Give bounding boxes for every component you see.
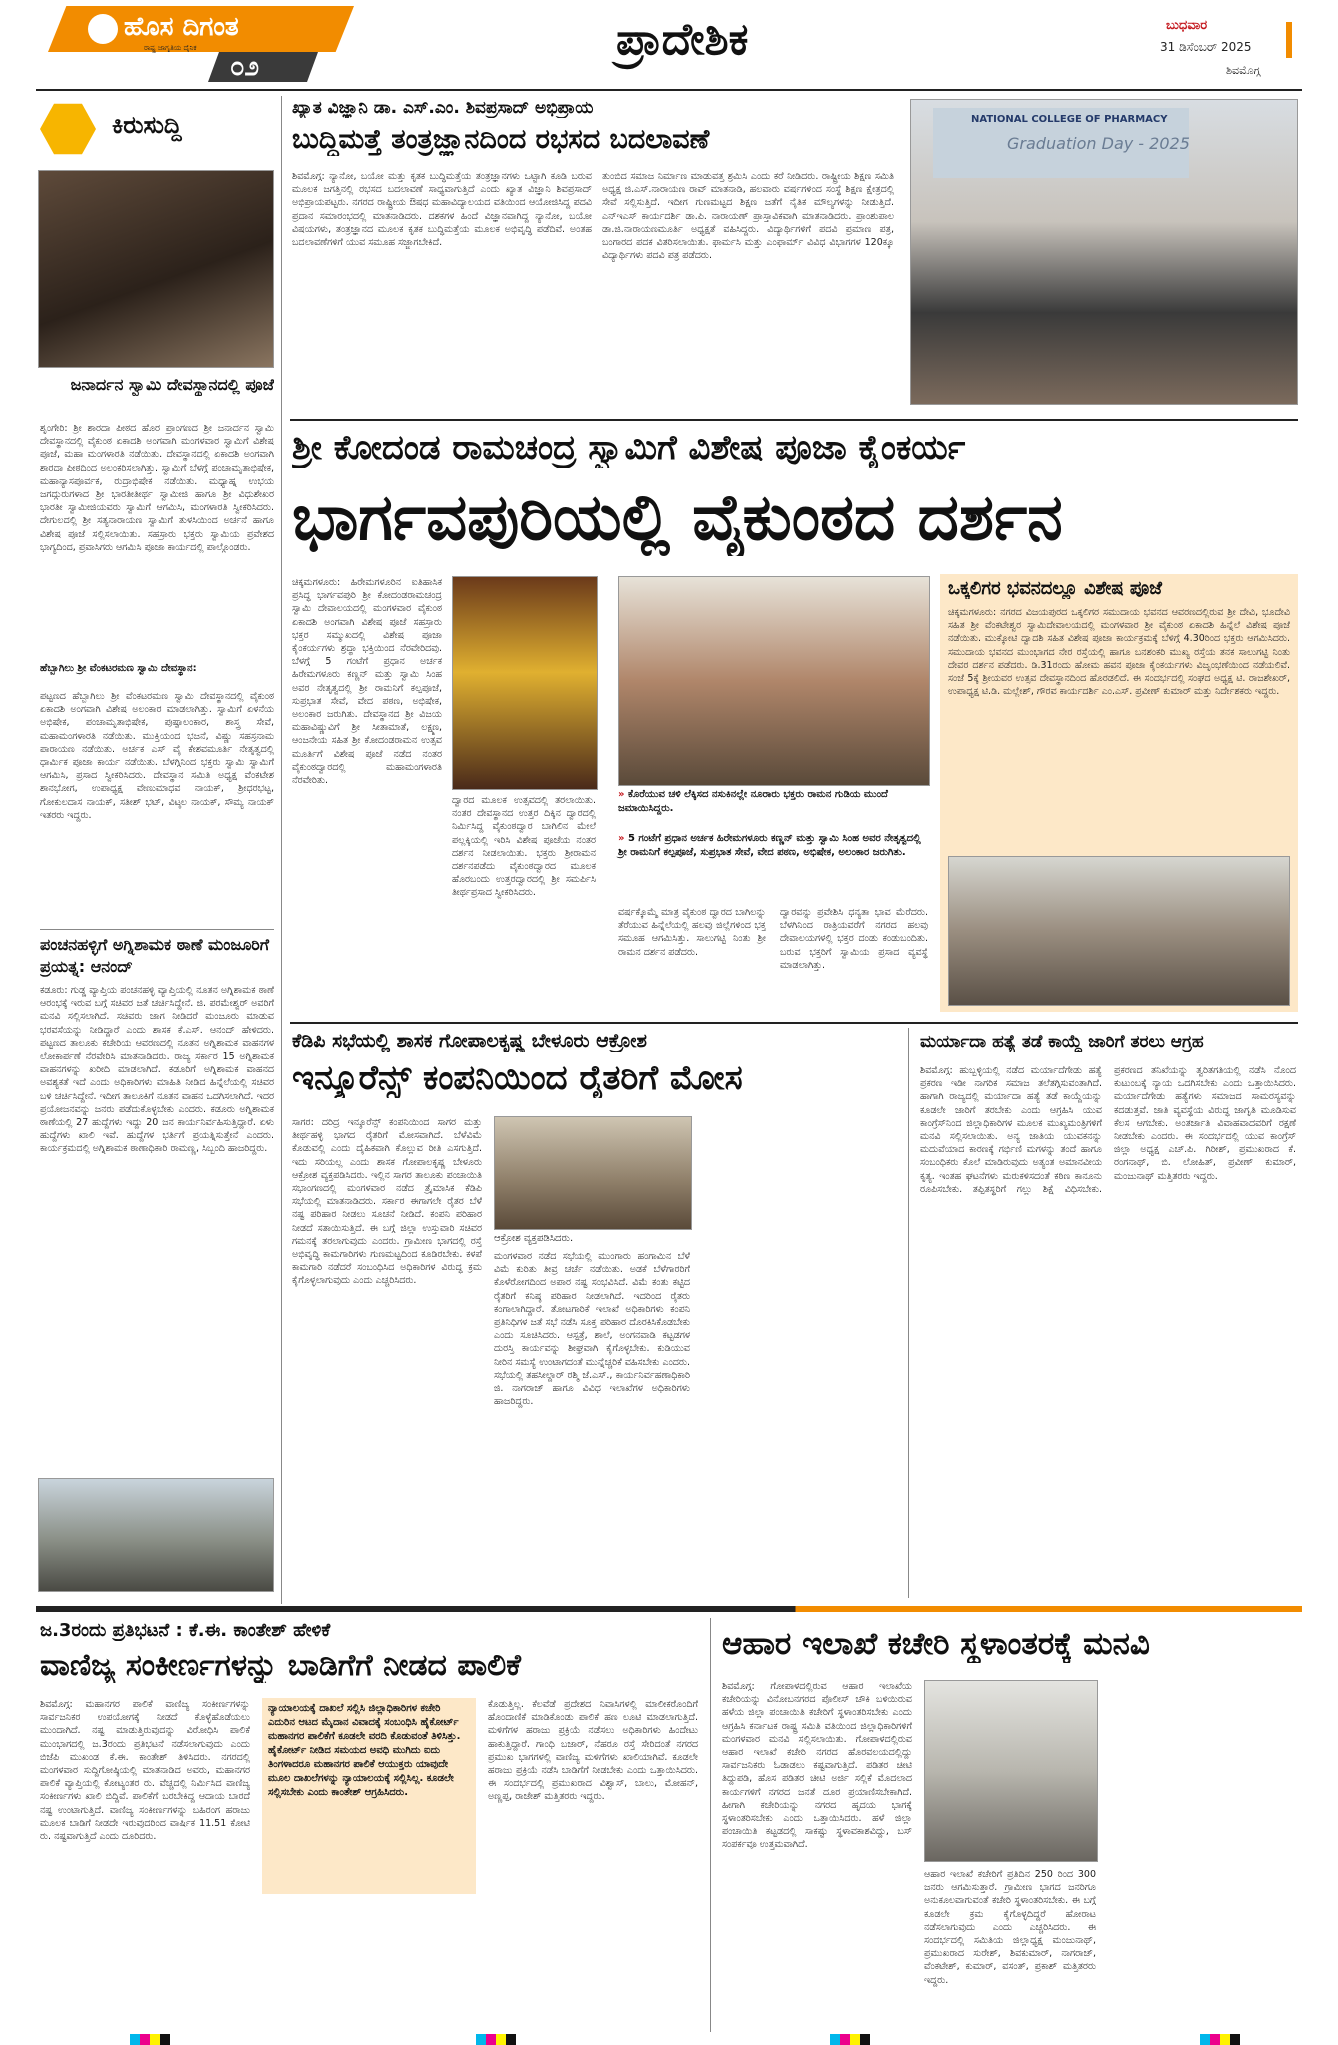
fire-body: ಕಡೂರು: ಗುಡ್ಡ ವ್ಯಾಪ್ತಿಯ ಪಂಚನಹಳ್ಳಿ ವ್ಯಾಪ್ತಿಯಲ್ಲಿ ನೂತನ ಅಗ್ನಿಶಾಮಕ ಠಾಣೆ ಆರಂಭಕ್ಕೆ ಇರುವ ಬಗ್ಗೆ ಸಚಿವರ ಜತೆ ಚರ್ಚಿಸಿದ್ದೇನೆ. ಜಿ. ಪರಮೇಶ್ವರ್ ಅವರಿಗೆ ಮನವಿ ಸಲ್ಲಿಸಲಾಗಿದೆ. ಸಚಿವರು ಜಾಗ ನೀಡಿದರೆ ಮಂಜೂರು ಮಾಡುವ ಭರವಸೆಯನ್ನು ನೀಡಿದ್ದಾರೆ ಎಂದು ಶಾಸಕ ಕೆ.ಎಸ್. ಆನಂದ್ ಹೇಳಿದರು. ಪಟ್ಟಣದ ತಾಲೂಕು ಕಚೇರಿಯ ಆವರಣದಲ್ಲಿ ನೂತನ ಅಗ್ನಿಶಾಮಕ ವಾಹನಗಳ ಲೋಕಾರ್ಪಣೆ ನೆರವೇರಿಸಿ ಮಾತನಾಡಿದರು. ರಾಜ್ಯ ಸರ್ಕಾರ 15 ಅಗ್ನಿಶಾಮಕ ವಾಹನಗಳನ್ನು ಖರೀದಿ ಮಾಡಲಾಗಿದೆ. ಕಡೂರಿಗೆ ಅಗ್ನಿಶಾಮಕ ವಾಹನದ ಅವಶ್ಯಕತೆ ಇದೆ ಎಂದು ಅಧಿಕಾರಿಗಳು ಮಾಹಿತಿ ನೀಡಿದ ಹಿನ್ನೆಲೆಯಲ್ಲಿ ಸಚಿವರ ಬಳಿ ಚರ್ಚಿಸಿದ್ದೇನೆ. ಇದೀಗ ತಾಲೂಕಿಗೆ ನೂತನ ವಾಹನ ಒದಗಿಸಲಾಗಿದೆ. ಇದರ ಪ್ರಯೋಜನವನ್ನು ಜನರು ಪಡೆದುಕೊಳ್ಳಬೇಕು ಎಂದರು. ಕಡೂರು ಅಗ್ನಿಶಾಮಕ ಠಾಣೆಯಲ್ಲಿ 27 ಹುದ್ದೆಗಳು ಇದ್ದು 20 ಜನ ಕಾರ್ಯನಿರ್ವಹಿಸುತ್ತಿದ್ದಾರೆ. ಏಳು ಹುದ್ದೆಗಳು ಖಾಲಿ ಇವೆ. ಹುದ್ದೆಗಳ ಭರ್ತಿಗೆ ಪ್ರಯತ್ನಿಸುತ್ತೇನೆ ಎಂದರು. ಕಾರ್ಯಕ್ರಮದಲ್ಲಿ ಅಗ್ನಿಶಾಮಕ ಠಾಣಾಧಿಕಾರಿ ರಾಮಣ್ಣ, ಸಿಬ್ಬಂದಿ ಹಾಜರಿದ್ದರು.	[40, 985, 274, 1155]
scientist-kicker: ಖ್ಯಾತ ವಿಜ್ಞಾನಿ ಡಾ. ಎಸ್.ಎಂ. ಶಿವಪ್ರಸಾದ್ ಅಭಿಪ್ರಾಯ	[292, 98, 594, 118]
food-body-1: ಶಿವಮೊಗ್ಗ: ಗೋಪಾಳದಲ್ಲಿರುವ ಆಹಾರ ಇಲಾಖೆಯ ಕಚೇರಿಯನ್ನು ವಿನೋಬನಗರದ ಪೊಲೀಸ್ ಚೌಕಿ ಬಳಿಯಿರುವ ಹಳೆಯ ಜಿಲ್ಲಾ ಪಂಚಾಯಿತಿ ಕಚೇರಿಗೆ ಸ್ಥಳಾಂತರಿಸಬೇಕು ಎಂದು ಆಗ್ರಹಿಸಿ ಕರ್ನಾಟಕ ರಾಷ್ಟ್ರ ಸಮಿತಿ ವತಿಯಿಂದ ಜಿಲ್ಲಾಧಿಕಾರಿಗಳಿಗೆ ಮಂಗಳವಾರ ಮನವಿ ಸಲ್ಲಿಸಲಾಯಿತು. ಗೋಪಾಳದಲ್ಲಿರುವ ಆಹಾರ ಇಲಾಖೆ ಕಚೇರಿ ನಗರದ ಹೊರವಲಯದಲ್ಲಿದ್ದು ಸಾರ್ವಜನಿಕರು ಓಡಾಡಲು ಕಷ್ಟವಾಗುತ್ತಿದೆ. ಪಡಿತರ ಚೀಟಿ ತಿದ್ದುಪಡಿ, ಹೊಸ ಪಡಿತರ ಚೀಟಿ ಅರ್ಜಿ ಸಲ್ಲಿಕೆ ಮೊದಲಾದ ಕಾರ್ಯಗಳಿಗೆ ನಗರದ ಜನತೆ ದೂರ ಪ್ರಯಾಣಿಸಬೇಕಾಗಿದೆ. ಹೀಗಾಗಿ ಕಚೇರಿಯನ್ನು ನಗರದ ಹೃದಯ ಭಾಗಕ್ಕೆ ಸ್ಥಳಾಂತರಿಸಬೇಕು ಎಂದು ಒತ್ತಾಯಿಸಿದರು. ಹಳೆ ಜಿಲ್ಲಾ ಪಂಚಾಯಿತಿ ಕಟ್ಟಡದಲ್ಲಿ ಸಾಕಷ್ಟು ಸ್ಥಳಾವಕಾಶವಿದ್ದು, ಬಸ್ ಸಂಪರ್ಕವೂ ಉತ್ತಮವಾಗಿದೆ.	[722, 1681, 912, 1851]
okkaliga-body: ಚಿಕ್ಕಮಗಳೂರು: ನಗರದ ವಿಜಯಪುರದ ಒಕ್ಕಲಿಗರ ಸಮುದಾಯ ಭವನದ ಆವರಣದಲ್ಲಿರುವ ಶ್ರೀ ದೇವಿ, ಭೂದೇವಿ ಸಹಿತ ಶ್ರೀ ವೆಂಕಟೇಶ್ವರ ಸ್ವಾಮಿದೇವಾಲಯದಲ್ಲಿ ಮಂಗಳವಾರ ಶ್ರೀ ವೈಕುಂಠ ಏಕಾದಶಿ ಹಿನ್ನೆಲೆ ವಿಶೇಷ ಪೂಜೆ ನಡೆಯಿತು. ಮುಕ್ಕೋಟಿ ದ್ವಾದಶಿ ಸಹಿತ ವಿಶೇಷ ಪೂಜಾ ಕಾರ್ಯಕ್ರಮಕ್ಕೆ ಬೆಳಿಗ್ಗೆ 4.30ರಿಂದ ಭಕ್ತರು ಆಗಮಿಸಿದರು. ಸಮುದಾಯ ಭವನದ ಮುಂಭಾಗದ ನೇರ ರಸ್ತೆಯಲ್ಲಿ ಹಾಗೂ ಬನಶಂಕರಿ ಮುಖ್ಯ ರಸ್ತೆಯ ತನಕ ಸಾಲುಗಟ್ಟಿ ನಿಂತು ದೇವರ ದರ್ಶನ ಪಡೆದರು. ಡಿ.31ರಂದು ಹೋಮ ಹವನ ಪೂಜಾ ಕೈಂಕರ್ಯಗಳು ವಿಜೃಂಭಣೆಯಿಂದ ನಡೆಯಲಿವೆ. ಸಂಜೆ 5ಕ್ಕೆ ಶ್ರೀಯವರ ಉತ್ಸವ ದೇವಸ್ಥಾನದಿಂದ ಹೊರಡಲಿದೆ. ಈ ಸಂದರ್ಭದಲ್ಲಿ ಸಂಘದ ಅಧ್ಯಕ್ಷ ಟಿ. ರಾಜಶೇಖರ್, ಉಪಾಧ್ಯಕ್ಷ ಟಿ.ಡಿ. ಮಲ್ಲೇಶ್, ಗೌರವ ಕಾರ್ಯದರ್ಶಿ ಎಂ.ಎಸ್. ಪ್ರವೀಣ್ ಕುಮಾರ್ ಮತ್ತು ನಿರ್ದೇಶಕರು ಇದ್ದರು.	[948, 607, 1290, 698]
reg-mark-1	[130, 2034, 170, 2045]
main-rule	[290, 1022, 1298, 1024]
masthead-rule	[36, 89, 1302, 91]
registration-marks	[0, 2034, 1338, 2045]
graduation-banner-text-1: NATIONAL COLLEGE OF PHARMACY	[971, 114, 1168, 125]
insurance-headline: ಇನ್ಶೂರೆನ್ಸ್ ಕಂಪನಿಯಿಂದ ರೈತರಿಗೆ ಮೋಸ	[292, 1058, 743, 1098]
left-separator-1	[40, 929, 274, 930]
venkataramana-subhead: ಹೆಬ್ಬಾಗಿಲು ಶ್ರೀ ವೆಂಕಟರಮಣ ಸ್ವಾಮಿ ದೇವಸ್ಥಾನ:	[40, 663, 197, 674]
devotees-crowd-photo	[618, 576, 930, 786]
complex-body-1: ಶಿವಮೊಗ್ಗ: ಮಹಾನಗರ ಪಾಲಿಕೆ ವಾಣಿಜ್ಯ ಸಂಕೀರ್ಣಗಳನ್ನು ಸಾರ್ವಜನಿಕರ ಉಪಯೋಗಕ್ಕೆ ನೀಡದೆ ಕೊಳ್ಳೆಹೊಡೆಯಲು ಮುಂದಾಗಿದೆ. ನಷ್ಟ ಮಾಡುತ್ತಿರುವುದನ್ನು ವಿರೋಧಿಸಿ ಪಾಲಿಕೆ ಮುಂಭಾಗದಲ್ಲಿ ಜ.3ರಂದು ಪ್ರತಿಭಟನೆ ನಡೆಸಲಾಗುವುದು ಎಂದು ಬಿಜೆಪಿ ಮುಖಂಡ ಕೆ.ಈ. ಕಾಂತೇಶ್ ತಿಳಿಸಿದರು. ನಗರದಲ್ಲಿ ಮಂಗಳವಾರ ಸುದ್ದಿಗೋಷ್ಠಿಯಲ್ಲಿ ಮಾತನಾಡಿದ ಅವರು, ಮಹಾನಗರ ಪಾಲಿಕೆ ವ್ಯಾಪ್ತಿಯಲ್ಲಿ ಕೋಟ್ಯಂತರ ರು. ವೆಚ್ಚದಲ್ಲಿ ನಿರ್ಮಿಸಿದ ವಾಣಿಜ್ಯ ಸಂಕೀರ್ಣಗಳು ಖಾಲಿ ಬಿದ್ದಿವೆ. ಪಾಲಿಕೆಗೆ ಬರಬೇಕಿದ್ದ ಆದಾಯ ಬಾರದೆ ನಷ್ಟ ಉಂಟಾಗುತ್ತಿದೆ. ವಾಣಿಜ್ಯ ಸಂಕೀರ್ಣಗಳನ್ನು ಬಹಿರಂಗ ಹರಾಜು ಮೂಲಕ ಬಾಡಿಗೆ ನೀಡದೇ ಇರುವುದರಿಂದ ವಾರ್ಷಿಕ 11.51 ಕೋಟಿ ರು. ನಷ್ಟವಾಗುತ್ತಿದೆ ಎಂದು ದೂರಿದರು.	[40, 1699, 250, 1843]
caption-2-text: 5 ಗಂಟೆಗೆ ಪ್ರಧಾನ ಅರ್ಚಕ ಹಿರೇಮಗಳೂರು ಕಣ್ಣನ್ ಮತ್ತು ಸ್ವಾಮಿ ಸಿಂಹ ಅವರ ನೇತೃತ್ವದಲ್ಲಿ ಶ್ರೀ ರಾಮನಿಗೆ ಕಲ್ಪಪೂಜೆ, ಸುಪ್ರಭಾತ ಸೇವೆ, ವೇದ ಪಠಣ, ಅಭಿಷೇಕ, ಅಲಂಕಾರ ಜರುಗಿತು.	[618, 833, 921, 858]
food-body-3	[1108, 1680, 1298, 2028]
insurance-body-2: ಮಂಗಳವಾರ ನಡೆದ ಸಭೆಯಲ್ಲಿ ಮುಂಗಾರು ಹಂಗಾಮಿನ ಬೆಳೆ ವಿಮೆ ಕುರಿತು ತೀವ್ರ ಚರ್ಚೆ ನಡೆಯಿತು. ಅಡಕೆ ಬೆಳೆಗಾರರಿಗೆ ಕೊಳೆರೋಗದಿಂದ ಅಪಾರ ನಷ್ಟ ಸಂಭವಿಸಿದೆ. ವಿಮೆ ಕಂತು ಕಟ್ಟಿದ ರೈತರಿಗೆ ಕನಿಷ್ಠ ಪರಿಹಾರ ನೀಡಲಾಗಿದೆ. ಇದರಿಂದ ರೈತರು ಕಂಗಾಲಾಗಿದ್ದಾರೆ. ತೋಟಗಾರಿಕೆ ಇಲಾಖೆ ಅಧಿಕಾರಿಗಳು ಕಂಪನಿ ಪ್ರತಿನಿಧಿಗಳ ಜತೆ ಸಭೆ ನಡೆಸಿ ಸೂಕ್ತ ಪರಿಹಾರ ದೊರಕಿಸಿಕೊಡಬೇಕು ಎಂದು ಸೂಚಿಸಿದರು. ಆಸ್ಪತ್ರೆ, ಶಾಲೆ, ಅಂಗನವಾಡಿ ಕಟ್ಟಡಗಳ ದುರಸ್ತಿ ಕಾರ್ಯವನ್ನು ಶೀಘ್ರವಾಗಿ ಕೈಗೊಳ್ಳಬೇಕು. ಕುಡಿಯುವ ನೀರಿನ ಸಮಸ್ಯೆ ಉಂಟಾಗದಂತೆ ಮುನ್ನೆಚ್ಚರಿಕೆ ವಹಿಸಬೇಕು ಎಂದರು. ಸಭೆಯಲ್ಲಿ ತಹಸೀಲ್ದಾರ್ ರಶ್ಮಿ ಜೆ.ಎಸ್., ಕಾರ್ಯನಿರ್ವಹಣಾಧಿಕಾರಿ ಜಿ. ನಾಗರಾಜ್ ಹಾಗೂ ವಿವಿಧ ಇಲಾಖೆಗಳ ಅಧಿಕಾರಿಗಳು ಹಾಜರಿದ್ದರು.	[494, 1251, 690, 1408]
logo-tagline: ರಾಷ್ಟ್ರ ಜಾಗೃತಿಯ ದೈನಿಕ	[144, 44, 197, 52]
kdp-meeting-photo	[494, 1116, 692, 1230]
col-rule-bottom	[710, 1618, 711, 2032]
kirusuddi-heading: ಕಿರುಸುದ್ದಿ	[112, 111, 182, 139]
lower-separator	[36, 1606, 1302, 1612]
logo-text: ಹೊಸ ದಿಗಂತ	[124, 12, 239, 42]
scientist-body-1: ಶಿವಮೊಗ್ಗ: ನ್ಯಾನೋ, ಬಯೋ ಮತ್ತು ಕೃತಕ ಬುದ್ಧಿಮತ್ತೆಯ ತಂತ್ರಜ್ಞಾನಗಳು ಒಟ್ಟಾಗಿ ಕೂಡಿ ಬರುವ ಮೂಲಕ ಜಗತ್ತಿನಲ್ಲಿ ರಭಸದ ಬದಲಾವಣೆ ಸಾಧ್ಯವಾಗುತ್ತಿದೆ ಎಂದು ಖ್ಯಾತ ವಿಜ್ಞಾನಿ ಶಿವಪ್ರಸಾದ್ ಅಭಿಪ್ರಾಯಪಟ್ಟರು. ನಗರದ ರಾಷ್ಟ್ರೀಯ ಔಷಧ ಮಹಾವಿದ್ಯಾಲಯದ ವತಿಯಿಂದ ಆಯೋಜಿಸಿದ್ದ ಪದವಿ ಪ್ರದಾನ ಸಮಾರಂಭದಲ್ಲಿ ಮಾತನಾಡಿದರು. ದಶಕಗಳ ಹಿಂದೆ ವಿಜ್ಞಾನವಾಗಿದ್ದ ನ್ಯಾನೋ, ಬಯೋ ವಿಷಯಗಳು, ತಂತ್ರಜ್ಞಾನದ ಮೂಲಕ ಕೃತಕ ಬುದ್ಧಿಮತ್ತೆಯ ಮೂಲಕ ಅಭಿವೃದ್ಧಿ ಪಡೆದಿವೆ. ಅಂತಹ ಬದಲಾವಣೆಗಳಿಗೆ ಯುವ ಸಮೂಹ ಸಜ್ಜಾಗಬೇಕಿದೆ.	[292, 171, 592, 249]
honor-headline: ಮರ್ಯಾದಾ ಹತ್ಯೆ ತಡೆ ಕಾಯ್ದೆ ಜಾರಿಗೆ ತರಲು ಆಗ್ರಹ	[920, 1032, 1204, 1052]
hand-pointer-icon	[40, 101, 96, 157]
venkataramana-body: ಪಟ್ಟಣದ ಹೆಬ್ಬಾಗಿಲು ಶ್ರೀ ವೆಂಕಟರಮಣ ಸ್ವಾಮಿ ದೇವಸ್ಥಾನದಲ್ಲಿ ವೈಕುಂಠ ಏಕಾದಶಿ ಅಂಗವಾಗಿ ವಿಶೇಷ ಅಲಂಕಾರ ಮಾಡಲಾಗಿತ್ತು. ಸ್ವಾಮಿಗೆ ಏಳನೆಯ ಅಭಿಷೇಕ, ಪಂಚಾಮೃತಾಭಿಷೇಕ, ಪುಷ್ಪಾಲಂಕಾರ, ಶಾಸ್ತ್ರ ಸೇವೆ, ಮಹಾಮಂಗಳಾರತಿ ನಡೆಯಿತು. ಮುಕ್ತಿಯಂದ ಭಜನೆ, ವಿಷ್ಣು ಸಹಸ್ರನಾಮ ಪಾರಾಯಣ ನಡೆಯಿತು. ಅರ್ಚಕ ಎಸ್ ವೈ ಕೇಶವಮೂರ್ತಿ ನೇತೃತ್ವದಲ್ಲಿ ಧಾರ್ಮಿಕ ಪೂಜಾ ಕಾರ್ಯ ನಡೆಯಿತು. ಬೆಳಗ್ಗಿನಿಂದ ಭಕ್ತರು ಸ್ವಾಮಿ ಸ್ವಾಮಿಗೆ ಆಗಮಿಸಿ, ಪ್ರಸಾದ ಸ್ವೀಕರಿಸಿದರು. ದೇವಸ್ಥಾನ ಸಮಿತಿ ಅಧ್ಯಕ್ಷ ವೆಂಕಟೇಶ ಶಾನಭೋಗ, ಉಪಾಧ್ಯಕ್ಷ ವೇಣುಮಾಧವ ನಾಯಕ್, ಶ್ರೀಧರಭಟ್ಟ, ಗೋಕುಲದಾಸ ನಾಯಕ್, ಸತೀಶ್ ಭಟ್, ವಿಟ್ಠಲ ನಾಯಕ್, ಸೌಮ್ಯ ನಾಯಕ್ ಇತರರು ಇದ್ದರು.	[40, 691, 274, 821]
caption-1-bullet: »	[618, 789, 628, 800]
food-memorandum-photo	[924, 1680, 1098, 1862]
scientist-headline: ಬುದ್ಧಿಮತ್ತೆ ತಂತ್ರಜ್ಞಾನದಿಂದ ರಭಸದ ಬದಲಾವಣೆ	[292, 124, 710, 155]
caption-2-bullet: »	[618, 833, 628, 844]
food-body-2: ಆಹಾರ ಇಲಾಖೆ ಕಚೇರಿಗೆ ಪ್ರತಿದಿನ 250 ರಿಂದ 300 ಜನರು ಆಗಮಿಸುತ್ತಾರೆ. ಗ್ರಾಮೀಣ ಭಾಗದ ಜನರಿಗೂ ಅನುಕೂಲವಾಗುವಂತೆ ಕಚೇರಿ ಸ್ಥಳಾಂತರಿಸಬೇಕು. ಈ ಬಗ್ಗೆ ಕೂಡಲೇ ಕ್ರಮ ಕೈಗೊಳ್ಳದಿದ್ದರೆ ಹೋರಾಟ ನಡೆಸಲಾಗುವುದು ಎಂದು ಎಚ್ಚರಿಸಿದರು. ಈ ಸಂದರ್ಭದಲ್ಲಿ ಸಮಿತಿಯ ಜಿಲ್ಲಾಧ್ಯಕ್ಷ ಮಂಜುನಾಥ್, ಪ್ರಮುಖರಾದ ಸುರೇಶ್, ಶಿವಕುಮಾರ್, ನಾಗರಾಜ್, ವೆಂಕಟೇಶ್, ಕುಮಾರ್, ವಸಂತ್, ಪ್ರಕಾಶ್ ಮತ್ತಿತರರು ಇದ್ದರು.	[924, 1869, 1096, 1986]
masthead-day: ಬುಧವಾರ	[1166, 18, 1208, 33]
reg-mark-3	[830, 2034, 870, 2045]
reg-mark-2	[476, 2034, 516, 2045]
idol-photo	[38, 170, 274, 368]
main-body-3: ವರ್ಷಕ್ಕೊಮ್ಮೆ ಮಾತ್ರ ವೈಕುಂಠ ದ್ವಾರದ ಬಾಗಿಲನ್ನು ತೆರೆಯುವ ಹಿನ್ನೆಲೆಯಲ್ಲಿ ಹಲವು ಜಿಲ್ಲೆಗಳಿಂದ ಭಕ್ತ ಸಮೂಹ ಆಗಮಿಸಿತ್ತು. ಸಾಲುಗಟ್ಟಿ ನಿಂತು ಶ್ರೀ ರಾಮನ ದರ್ಶನ ಪಡೆದರು.	[618, 907, 766, 958]
court-box-text: ನ್ಯಾಯಾಲಯಕ್ಕೆ ದಾಖಲೆ ಸಲ್ಲಿಸಿ ಜಿಲ್ಲಾಧಿಕಾರಿಗಳ ಕಚೇರಿ ಎದುರಿನ ಆಟದ ಮೈದಾನ ವಿವಾದಕ್ಕೆ ಸಂಬಂಧಿಸಿ ಹೈಕೋರ್ಟ್ ಮಹಾನಗರ ಪಾಲಿಕೆಗೆ ಕೂಡಲೇ ವರದಿ ಕೊಡುವಂತೆ ತಿಳಿಸಿತ್ತು. ಹೈಕೋರ್ಟ್ ನೀಡಿದ ಸಮಯದ ಅವಧಿ ಮುಗಿದು ಐದು ತಿಂಗಳಾದರೂ ಮಹಾನಗರ ಪಾಲಿಕೆ ಆಯುಕ್ತರು ಯಾವುದೇ ಮೂಲ ದಾಖಲೆಗಳನ್ನು ನ್ಯಾಯಾಲಯಕ್ಕೆ ಸಲ್ಲಿಸಿಲ್ಲ. ಕೂಡಲೇ ಸಲ್ಲಿಸಬೇಕು ಎಂದು ಕಾಂತೇಶ್ ಆಗ್ರಹಿಸಿದರು.	[268, 1703, 461, 1798]
caption-1-text: ಕೊರೆಯುವ ಚಳಿ ಲೆಕ್ಕಿಸದ ನಸುಕಿನಲ್ಲೇ ನೂರಾರು ಭಕ್ತರು ರಾಮನ ಗುಡಿಯ ಮುಂದೆ ಜಮಾಯಿಸಿದ್ದರು.	[618, 789, 888, 814]
kodanda-rama-idol-photo	[452, 576, 598, 790]
page-number: ೦೨	[230, 52, 260, 82]
okkaliga-queue-photo	[948, 856, 1290, 1006]
complex-headline: ವಾಣಿಜ್ಯ ಸಂಕೀರ್ಣಗಳನ್ನು ಬಾಡಿಗೆಗೆ ನೀಡದ ಪಾಲಿಕೆ	[40, 1648, 521, 1683]
section-title: ಪ್ರಾದೇಶಿಕ	[616, 14, 749, 65]
logo-block	[48, 6, 354, 82]
complex-body-2: ಕೊಡುತ್ತಿಲ್ಲ. ಕೆಲವೆಡೆ ಪ್ರದೇಶದ ನಿವಾಸಿಗಳಲ್ಲಿ ಮಾಲೀಕರೊಂದಿಗೆ ಹೊಂದಾಣಿಕೆ ಮಾಡಿಕೊಂಡು ಪಾಲಿಕೆ ಹಣ ಲೂಟಿ ಮಾಡಲಾಗುತ್ತಿದೆ. ಮಳಿಗೆಗಳ ಹರಾಜು ಪ್ರಕ್ರಿಯೆ ನಡೆಸಲು ಅಧಿಕಾರಿಗಳು ಹಿಂದೇಟು ಹಾಕುತ್ತಿದ್ದಾರೆ. ಗಾಂಧಿ ಬಜಾರ್, ನೆಹರೂ ರಸ್ತೆ ಸೇರಿದಂತೆ ನಗರದ ಪ್ರಮುಖ ಭಾಗಗಳಲ್ಲಿ ವಾಣಿಜ್ಯ ಮಳಿಗೆಗಳು ಖಾಲಿಯಾಗಿವೆ. ಕೂಡಲೇ ಹರಾಜು ಪ್ರಕ್ರಿಯೆ ನಡೆಸಿ ಬಾಡಿಗೆಗೆ ನೀಡಬೇಕು ಎಂದು ಒತ್ತಾಯಿಸಿದರು. ಈ ಸಂದರ್ಭದಲ್ಲಿ ಪ್ರಮುಖರಾದ ವಿಶ್ವಾಸ್, ಬಾಲು, ಮೋಹನ್, ಅಣ್ಣಪ್ಪ, ರಾಜೇಶ್ ಮತ್ತಿತರರು ಇದ್ದರು.	[488, 1699, 698, 1803]
fire-truck-photo	[38, 1478, 274, 1592]
main-body-4: ದ್ವಾರವನ್ನು ಪ್ರವೇಶಿಸಿ ಧನ್ಯತಾ ಭಾವ ಮೆರೆದರು. ಬೆಳಗಿನಿಂದ ರಾತ್ರಿಯವರೆಗೆ ನಗರದ ಹಲವು ದೇವಾಲಯಗಳಲ್ಲಿ ಭಕ್ತರ ದಂಡು ಕಂಡುಬಂದಿತು. ಬರುವ ಭಕ್ತರಿಗೆ ಸ್ವಾಮಿಯ ಪ್ರಸಾದ ವ್ಯವಸ್ಥೆ ಮಾಡಲಾಗಿತ್ತು.	[780, 907, 928, 971]
col-rule-left	[281, 96, 282, 1604]
insurance-body-1: ಸಾಗರ: ದರಿದ್ರ ಇನ್ಶೂರೆನ್ಸ್ ಕಂಪನಿಯಿಂದ ಸಾಗರ ಮತ್ತು ತೀರ್ಥಹಳ್ಳಿ ಭಾಗದ ರೈತರಿಗೆ ಮೋಸವಾಗಿದೆ. ಬೆಳೆವಿಮೆ ಕೊಡುವಲ್ಲಿ ಎಂದು ದೈಹಿಕವಾಗಿ ಕೊಲ್ಲುವ ರೀತಿ ಎಸಗುತ್ತಿದೆ. ಇದು ಸರಿಯಲ್ಲ ಎಂದು ಶಾಸಕ ಗೋಪಾಲಕೃಷ್ಣ ಬೇಳೂರು ಆಕ್ರೋಶ ವ್ಯಕ್ತಪಡಿಸಿದರು. ಇಲ್ಲಿನ ಸಾಗರ ತಾಲೂಕು ಪಂಚಾಯಿತಿ ಸಭಾಂಗಣದಲ್ಲಿ ಮಂಗಳವಾರ ನಡೆದ ತ್ರೈಮಾಸಿಕ ಕೆಡಿಪಿ ಸಭೆಯಲ್ಲಿ ಮಾತನಾಡಿದರು. ಸರ್ಕಾರ ಈಗಾಗಲೇ ರೈತರ ಬೆಳೆ ನಷ್ಟ ಪರಿಹಾರ ನೀಡಲು ಸೂಚನೆ ನೀಡಿದೆ. ಕಂಪನಿ ಪರಿಹಾರ ನೀಡದೆ ಸತಾಯಿಸುತ್ತಿದೆ. ಈ ಬಗ್ಗೆ ಜಿಲ್ಲಾ ಉಸ್ತುವಾರಿ ಸಚಿವರ ಗಮನಕ್ಕೆ ತರಲಾಗುವುದು ಎಂದರು. ಗ್ರಾಮೀಣ ಭಾಗದಲ್ಲಿ ರಸ್ತೆ ಅಭಿವೃದ್ಧಿ ಕಾಮಗಾರಿಗಳು ಗುಣಮಟ್ಟದಿಂದ ಕೂಡಿರಬೇಕು. ಕಳಪೆ ಕಾಮಗಾರಿ ನಡೆದರೆ ಸಂಬಂಧಿಸಿದ ಅಧಿಕಾರಿಗಳ ವಿರುದ್ಧ ಕ್ರಮ ಕೈಗೊಳ್ಳಲಾಗುವುದು ಎಂದು ಎಚ್ಚರಿಸಿದರು.	[292, 1117, 482, 1287]
main-caption-1	[618, 788, 928, 816]
scientist-rule	[290, 419, 1298, 421]
main-headline: ಭಾರ್ಗವಪುರಿಯಲ್ಲಿ ವೈಕುಂಠದ ದರ್ಶನ	[292, 481, 1063, 555]
col-rule-mid	[908, 1028, 909, 1598]
main-kicker: ಶ್ರೀ ಕೋದಂಡ ರಾಮಚಂದ್ರ ಸ್ವಾಮಿಗೆ ವಿಶೇಷ ಪೂಜಾ ಕೈಂಕರ್ಯ	[292, 428, 966, 468]
insurance-body-3	[704, 1116, 894, 1594]
fire-headline: ಪಂಚನಹಳ್ಳಿಗೆ ಅಗ್ನಿಶಾಮಕ ಠಾಣೆ ಮಂಜೂರಿಗೆ ಪ್ರಯತ್ನ: ಆನಂದ್	[40, 935, 270, 976]
masthead	[0, 0, 1338, 86]
okkaliga-headline: ಒಕ್ಕಲಿಗರ ಭವನದಲ್ಲೂ ವಿಶೇಷ ಪೂಜೆ	[948, 578, 1163, 599]
main-body-1: ಚಿಕ್ಕಮಗಳೂರು: ಹಿರೇಮಗಳೂರಿನ ಐತಿಹಾಸಿಕ ಪ್ರಸಿದ್ಧ ಭಾರ್ಗವಪುರಿ ಶ್ರೀ ಕೋದಂಡರಾಮಚಂದ್ರ ಸ್ವಾಮಿ ದೇವಾಲಯದಲ್ಲಿ ಮಂಗಳವಾರ ವೈಕುಂಠ ಏಕಾದಶಿ ಅಂಗವಾಗಿ ವಿಶೇಷ ಪೂಜೆ ಸಹಸ್ರಾರು ಭಕ್ತರ ಸಮ್ಮುಖದಲ್ಲಿ ವಿಶೇಷ ಪೂಜಾ ಕೈಂಕರ್ಯಗಳು ಶ್ರದ್ಧಾ ಭಕ್ತಿಯಿಂದ ನೆರವೇರಿದವು. ಬೆಳಗ್ಗೆ 5 ಗಂಟೆಗೆ ಪ್ರಧಾನ ಅರ್ಚಕ ಹಿರೇಮಗಳೂರು ಕಣ್ಣನ್ ಮತ್ತು ಸ್ವಾಮಿ ಸಿಂಹ ಅವರ ನೇತೃತ್ವದಲ್ಲಿ ಶ್ರೀ ರಾಮನಿಗೆ ಕಲ್ಪಪೂಜೆ, ಸುಪ್ರಭಾತ ಸೇವೆ, ವೇದ ಪಠಣ, ಅಭಿಷೇಕ, ಅಲಂಕಾರ ಜರುಗಿತು. ದೇವಸ್ಥಾನದ ಶ್ರೀ ವಿಜಯ ಮಹಾವಿಷ್ಣುವಿಗೆ ಶ್ರೀ ಸೀತಾಮಾತೆ, ಲಕ್ಷ್ಮಣ, ಆಂಜನೇಯ ಸಹಿತ ಶ್ರೀ ಕೋದಂಡರಾಮನ ಉತ್ಸವ ಮೂರ್ತಿಗೆ ವಿಶೇಷ ಪೂಜೆ ನಡೆದ ನಂತರ ವೈಕುಂಠದ್ವಾರದಲ್ಲಿ ಮಹಾಮಂಗಳಾರತಿ ನೆರವೇರಿತು.	[292, 577, 442, 787]
complex-kicker: ಜ.3ರಂದು ಪ್ರತಿಭಟನೆ : ಕೆ.ಈ. ಕಾಂತೇಶ್ ಹೇಳಿಕೆ	[40, 1620, 331, 1641]
janardana-headline: ಜನಾರ್ದನ ಸ್ವಾಮಿ ದೇವಸ್ಥಾನದಲ್ಲಿ ಪೂಜೆ	[70, 375, 274, 394]
page-number-tab	[208, 52, 318, 82]
insurance-photo-caption: ಆಕ್ರೋಶ ವ್ಯಕ್ತಪಡಿಸಿದರು.	[494, 1233, 574, 1244]
janardana-body: ಶೃಂಗೇರಿ: ಶ್ರೀ ಶಾರದಾ ಪೀಠದ ಹೊರ ಪ್ರಾಂಗಣದ ಶ್ರೀ ಜನಾರ್ದನ ಸ್ವಾಮಿ ದೇವಸ್ಥಾನದಲ್ಲಿ ವೈಕುಂಠ ಏಕಾದಶಿ ಅಂಗವಾಗಿ ಮಂಗಳವಾರ ಸ್ವಾಮಿಗೆ ವಿಶೇಷ ಪೂಜೆ, ಮಹಾ ಮಂಗಳಾರತಿ ನಡೆಯಿತು. ದೇವಸ್ಥಾನದಲ್ಲಿ ಏಕಾದಶಿ ಅಂಗವಾಗಿ ಶಾರದಾ ಪೀಠದಿಂದ ಅಲಂಕರಿಸಲಾಗಿತ್ತು. ಸ್ವಾಮಿಗೆ ಬೆಳಗ್ಗೆ ಪಂಚಾಮೃತಾಭಿಷೇಕ, ಮಹಾನ್ಯಾಸಪೂರ್ವಕ, ರುದ್ರಾಭಿಷೇಕ ನಡೆಯಿತು. ಮಧ್ಯಾಹ್ನ ಉಭಯ ಜಗದ್ಗುರುಗಳಾದ ಶ್ರೀ ಭಾರತೀತೀರ್ಥ ಸ್ವಾಮೀಜಿ ಹಾಗೂ ಶ್ರೀ ವಿಧುಶೇಖರ ಭಾರತೀ ಸ್ವಾಮೀಜಿಯವರು ಸ್ವಾಮಿಗೆ ಆಗಮಿಸಿ, ಮಂಗಳಾರತಿ ಸ್ವೀಕರಿಸಿದರು. ದೇಗುಲದಲ್ಲಿ ಶ್ರೀ ಸತ್ಯನಾರಾಯಣ ಸ್ವಾಮಿಗೆ ತುಳಸಿಯಿಂದ ಅರ್ಚನೆ ಹಾಗೂ ವಿಶೇಷ ಪೂಜೆ ಸಲ್ಲಿಸಲಾಯಿತು. ಸಹಸ್ರಾರು ಭಕ್ತರು ಸ್ವಾಮಿಯ ಪ್ರವೇಶದ ಭಾಗ್ಯದಿಂದ, ಪ್ರವಾಸಿಗರು ಆಗಮಿಸಿ ಪೂಜಾ ಕಾರ್ಯದಲ್ಲಿ ಪಾಲ್ಗೊಂಡರು.	[40, 423, 274, 553]
main-body-2: ದ್ವಾರದ ಮೂಲಕ ಉತ್ಸವದಲ್ಲಿ ತರಲಾಯಿತು. ನಂತರ ದೇವಸ್ಥಾನದ ಉತ್ತರ ದಿಕ್ಕಿನ ದ್ವಾರದಲ್ಲಿ ನಿರ್ಮಿಸಿದ್ದ ವೈಕುಂಠದ್ವಾರ ಬಾಗಿಲಿನ ಮೇಲೆ ಪಲ್ಲಕ್ಕಿಯಲ್ಲಿ ಇರಿಸಿ ವಿಶೇಷ ಪೂಜೆಯ ನಂತರ ದರ್ಶನ ನೀಡಲಾಯಿತು. ಭಕ್ತರು ಶ್ರೀರಾಮನ ದರ್ಶನಪಡೆದು ವೈಕುಂಠದ್ವಾರದ ಮೂಲಕ ಹೊರಬಂದು ಉತ್ತರದ್ವಾರದಲ್ಲಿ ಶ್ರೀ ಸಮರ್ಪಿಸಿ ತೀರ್ಥಪ್ರಸಾದ ಸ್ವೀಕರಿಸಿದರು.	[452, 795, 596, 899]
masthead-date: 31 ಡಿಸೆಂಬರ್ 2025	[1160, 40, 1252, 54]
graduation-banner-text-2: Graduation Day - 2025	[1007, 134, 1190, 153]
food-headline: ಆಹಾರ ಇಲಾಖೆ ಕಚೇರಿ ಸ್ಥಳಾಂತರಕ್ಕೆ ಮನವಿ	[722, 1626, 1150, 1662]
insurance-kicker: ಕೆಡಿಪಿ ಸಭೆಯಲ್ಲಿ ಶಾಸಕ ಗೋಪಾಲಕೃಷ್ಣ ಬೇಳೂರು ಆಕ್ರೋಶ	[292, 1030, 647, 1052]
masthead-city: ಶಿವಮೊಗ್ಗ	[1226, 64, 1261, 77]
scientist-body-2: ತುಂಬಿದ ಸಮಾಜ ನಿರ್ಮಾಣ ಮಾಡುವತ್ತ ಶ್ರಮಿಸಿ ಎಂದು ಕರೆ ನೀಡಿದರು. ರಾಷ್ಟ್ರೀಯ ಶಿಕ್ಷಣ ಸಮಿತಿ ಅಧ್ಯಕ್ಷ ಜಿ.ಎಸ್.ನಾರಾಯಣ ರಾವ್ ಮಾತನಾಡಿ, ಹಲವಾರು ವರ್ಷಗಳಿಂದ ಸಂಸ್ಥೆ ಶಿಕ್ಷಣ ಕ್ಷೇತ್ರದಲ್ಲಿ ಸೇವೆ ಸಲ್ಲಿಸುತ್ತಿದೆ. ಇದೀಗ ಗುಣಮಟ್ಟದ ಶಿಕ್ಷಣ ಜತೆಗೆ ನೈತಿಕ ಮೌಲ್ಯಗಳನ್ನು ನೀಡುತ್ತಿದೆ. ಎನ್‌ಇಎಸ್ ಕಾರ್ಯದರ್ಶಿ ಡಾ.ಪಿ. ನಾರಾಯಣ್ ಪ್ರಾಸ್ತಾವಿಕವಾಗಿ ಮಾತನಾಡಿದರು. ಪ್ರಾಂಶುಪಾಲ ಡಾ.ಜಿ.ನಾರಾಯಣಮೂರ್ತಿ ಅಧ್ಯಕ್ಷತೆ ವಹಿಸಿದ್ದರು. ವಿದ್ಯಾರ್ಥಿಗಳಿಗೆ ಪದವಿ ಪ್ರಮಾಣ ಪತ್ರ, ಬಂಗಾರದ ಪದಕ ವಿತರಿಸಲಾಯಿತು. ಫಾರ್ಮಸಿ ಮತ್ತು ಎಂಫಾರ್ಮ್ ವಿವಿಧ ವಿಭಾಗಗಳ 120ಕ್ಕೂ ವಿದ್ಯಾರ್ಥಿಗಳು ಪದವಿ ಪತ್ರ ಪಡೆದರು.	[602, 171, 894, 262]
logo-emblem-icon	[88, 14, 118, 44]
reg-mark-4	[1200, 2034, 1240, 2045]
honor-body: ಶಿವಮೊಗ್ಗ: ಹುಬ್ಬಳ್ಳಿಯಲ್ಲಿ ನಡೆದ ಮರ್ಯಾದೆಗೇಡು ಹತ್ಯೆ ಪ್ರಕರಣ ಇಡೀ ನಾಗರಿಕ ಸಮಾಜ ತಲೆತಗ್ಗಿಸುವಂತಾಗಿದೆ. ಹಾಗಾಗಿ ರಾಜ್ಯದಲ್ಲಿ ಮರ್ಯಾದಾ ಹತ್ಯೆ ತಡೆ ಕಾಯ್ದೆಯನ್ನು ಕೂಡಲೇ ಜಾರಿಗೆ ತರಬೇಕು ಎಂದು ಆಗ್ರಹಿಸಿ ಯುವ ಕಾಂಗ್ರೆಸ್‌ನಿಂದ ಜಿಲ್ಲಾಧಿಕಾರಿಗಳ ಮೂಲಕ ಮುಖ್ಯಮಂತ್ರಿಗಳಿಗೆ ಮನವಿ ಸಲ್ಲಿಸಲಾಯಿತು. ಅನ್ಯ ಜಾತಿಯ ಯುವಕನನ್ನು ಮದುವೆಯಾದ ಕಾರಣಕ್ಕೆ ಗರ್ಭಿಣಿ ಮಗಳನ್ನು ತಂದೆ ಹಾಗೂ ಸಂಬಂಧಿಕರು ಕೊಲೆ ಮಾಡಿರುವುದು ಅತ್ಯಂತ ಅಮಾನವೀಯ ಕೃತ್ಯ. ಇಂತಹ ಘಟನೆಗಳು ಮರುಕಳಿಸದಂತೆ ಕಠಿಣ ಕಾನೂನು ರೂಪಿಸಬೇಕು. ತಪ್ಪಿತಸ್ಥರಿಗೆ ಗಲ್ಲು ಶಿಕ್ಷೆ ವಿಧಿಸಬೇಕು. ಪ್ರಕರಣದ ತನಿಖೆಯನ್ನು ತ್ವರಿತಗತಿಯಲ್ಲಿ ನಡೆಸಿ ನೊಂದ ಕುಟುಂಬಕ್ಕೆ ನ್ಯಾಯ ಒದಗಿಸಬೇಕು ಎಂದು ಒತ್ತಾಯಿಸಿದರು. ಮರ್ಯಾದೆಗೇಡು ಹತ್ಯೆಗಳು ಸಮಾಜದ ಸಾಮರಸ್ಯವನ್ನು ಕದಡುತ್ತವೆ. ಜಾತಿ ವ್ಯವಸ್ಥೆಯ ವಿರುದ್ಧ ಜಾಗೃತಿ ಮೂಡಿಸುವ ಕೆಲಸ ಆಗಬೇಕು. ಅಂತರ್ಜಾತಿ ವಿವಾಹವಾದವರಿಗೆ ರಕ್ಷಣೆ ನೀಡಬೇಕು ಎಂದರು. ಈ ಸಂದರ್ಭದಲ್ಲಿ ಯುವ ಕಾಂಗ್ರೆಸ್ ಜಿಲ್ಲಾ ಅಧ್ಯಕ್ಷ ಎಚ್.ಪಿ. ಗಿರೀಶ್, ಪ್ರಮುಖರಾದ ಕೆ. ರಂಗನಾಥ್, ಬಿ. ಲೋಹಿತ್, ಪ್ರವೀಣ್ ಕುಮಾರ್, ಮಂಜುನಾಥ್ ಮತ್ತಿತರರು ಇದ್ದರು.	[920, 1065, 1296, 1195]
main-caption-2	[618, 832, 928, 860]
masthead-accent-bar	[1286, 22, 1292, 58]
graduation-photo	[910, 99, 1298, 405]
kirusuddi-label	[40, 99, 276, 163]
